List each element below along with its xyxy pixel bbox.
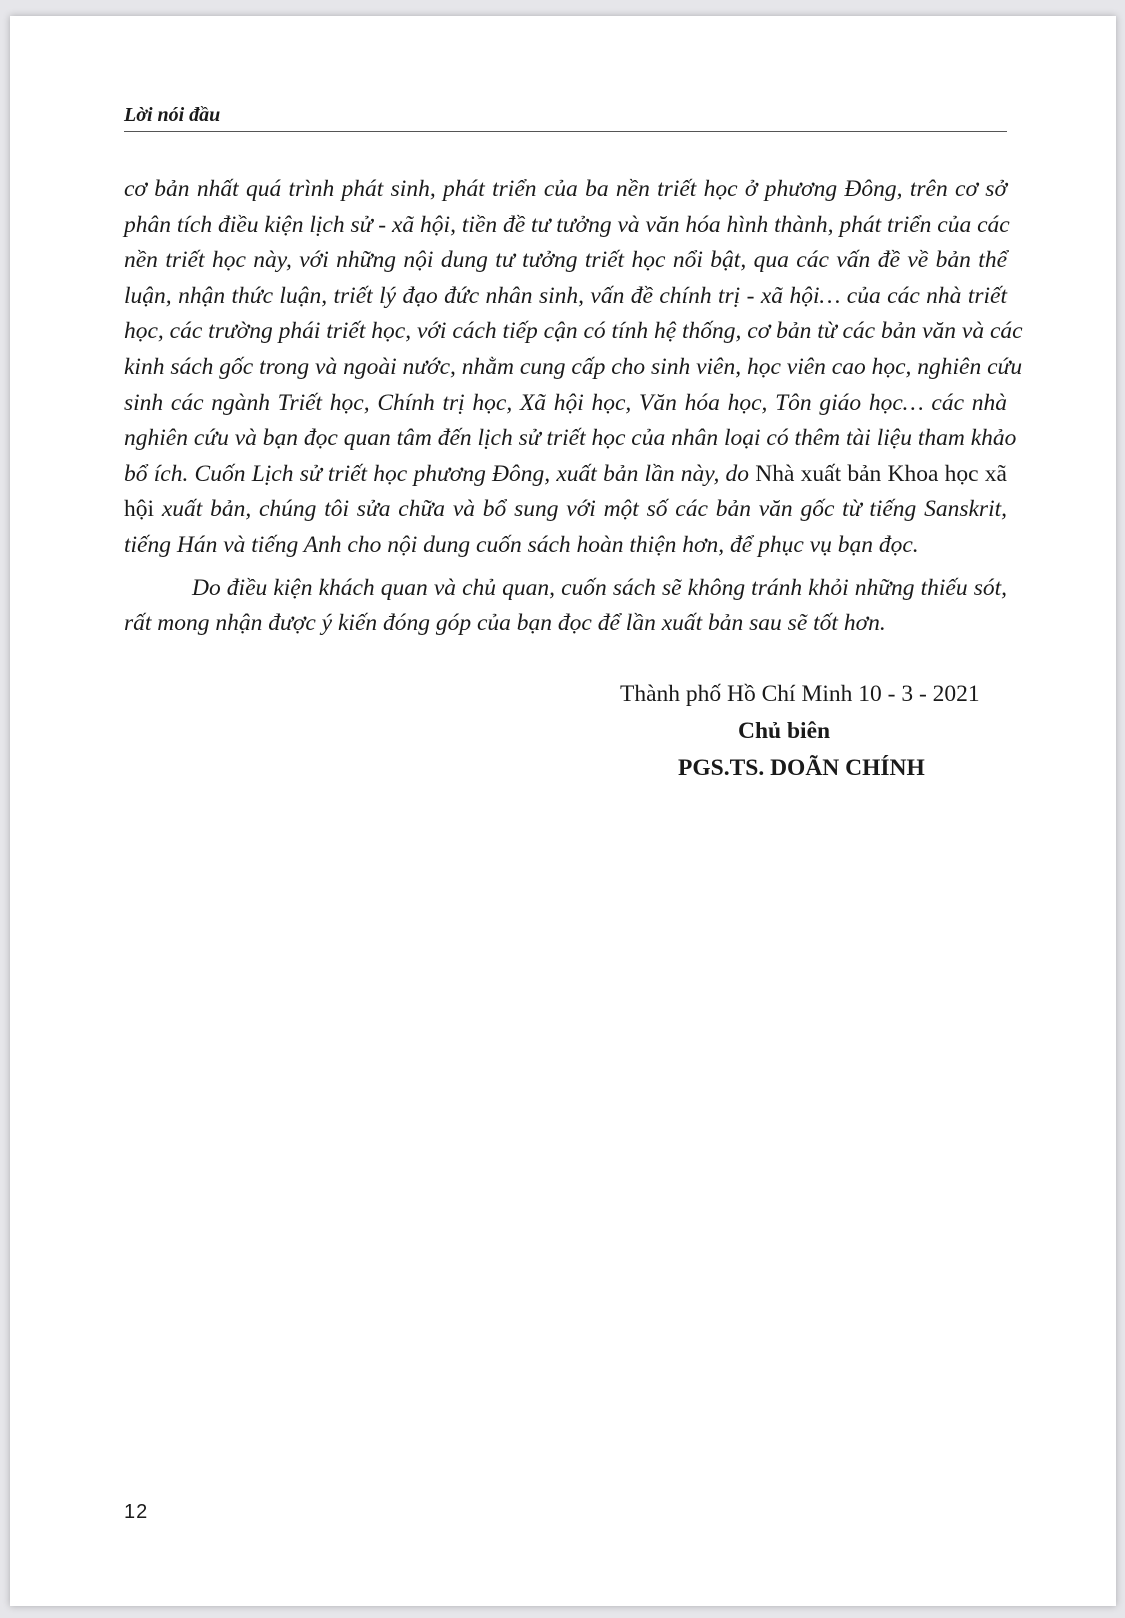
text-line: phân tích điều kiện lịch sử - xã hội, tiền đề tư tưởng và văn hóa hình thành, phát triển của các (124, 211, 1010, 238)
publisher-name-end: hội (124, 496, 155, 523)
paragraph-2 (124, 571, 1007, 642)
text-line: nghiên cứu và bạn đọc quan tâm đến lịch sử triết học của nhân loại có thêm tài liệu tham khảo (124, 425, 1017, 452)
running-header: Lời nói đầu (124, 104, 1007, 132)
text-line: luận, nhận thức luận, triết lý đạo đức nhân sinh, vấn đề chính trị - xã hội… của các nhà triết (124, 282, 1007, 309)
text-line: cơ bản nhất quá trình phát sinh, phát triển của ba nền triết học ở phương Đông, trên cơ sở (124, 176, 1007, 202)
text-line (124, 492, 1007, 528)
text-line: kinh sách gốc trong và ngoài nước, nhằm cung cấp cho sinh viên, học viên cao học, nghiên cứu (124, 353, 1023, 380)
editor-role: Chủ biên (738, 718, 831, 744)
book-page (10, 16, 1116, 1606)
text-line: nền triết học này, với những nội dung tư tưởng triết học nổi bật, qua các vấn đề về bản thể (124, 247, 1007, 274)
place-date: Thành phố Hồ Chí Minh 10 - 3 - 2021 (620, 681, 980, 707)
signature-block (600, 676, 1000, 787)
text-segment: bổ ích. Cuốn Lịch sử triết học phương Đông, xuất bản lần này, do (124, 460, 756, 487)
text-line (124, 457, 1007, 493)
publisher-name: Nhà xuất bản Khoa học xã (755, 460, 1007, 487)
text-segment: xuất bản, chúng tôi sửa chữa và bổ sung với một số các bản văn gốc từ tiếng Sanskrit, (154, 496, 1007, 523)
text-line: học, các trường phái triết học, với cách tiếp cận có tính hệ thống, cơ bản từ các bản văn và các (124, 318, 1023, 345)
text-line: tiếng Hán và tiếng Anh cho nội dung cuốn sách hoàn thiện hơn, để phục vụ bạn đọc. (124, 531, 919, 558)
text-line: rất mong nhận được ý kiến đóng góp của bạn đọc để lần xuất bản sau sẽ tốt hơn. (124, 610, 886, 637)
paragraph-1 (124, 172, 1023, 564)
text-line: sinh các ngành Triết học, Chính trị học, Xã hội học, Văn hóa học, Tôn giáo học… các nhà (124, 389, 1007, 416)
page-number: 12 (124, 1501, 149, 1523)
body-text (124, 172, 1023, 642)
editor-name: PGS.TS. DOÃN CHÍNH (678, 755, 925, 781)
text-line: Do điều kiện khách quan và chủ quan, cuốn sách sẽ không tránh khỏi những thiếu sót, (192, 574, 1007, 601)
